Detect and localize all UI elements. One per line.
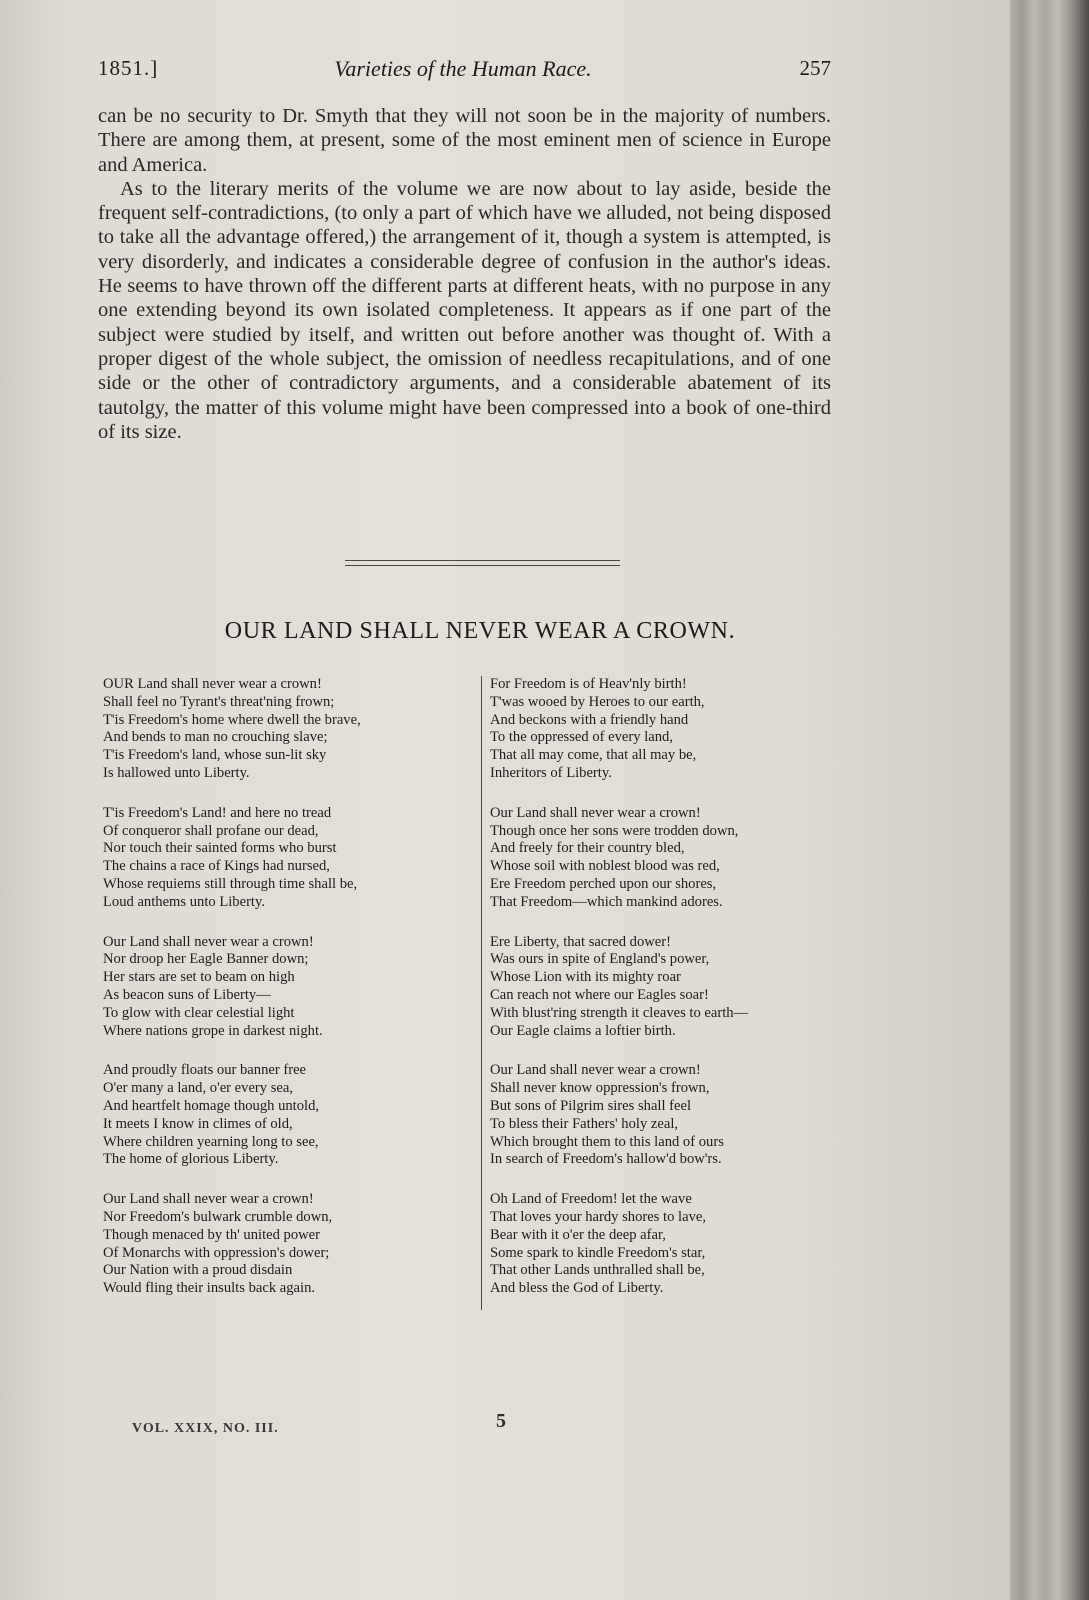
poem-line: As beacon suns of Liberty— bbox=[103, 986, 271, 1003]
poem-line: Whose soil with noblest blood was red, bbox=[490, 858, 720, 875]
poem-line: That other Lands unthralled shall be, bbox=[490, 1262, 705, 1279]
poem-line: Shall feel no Tyrant's threat'ning frown; bbox=[103, 693, 335, 710]
poem-line: Whose Lion with its mighty roar bbox=[490, 969, 681, 986]
poem-line: Her stars are set to beam on high bbox=[103, 969, 295, 986]
poem-line: T'is Freedom's home where dwell the brave, bbox=[103, 711, 361, 728]
poem-line: Whose requiems still through time shall be, bbox=[103, 875, 358, 892]
poem-line: Shall never know oppression's frown, bbox=[490, 1080, 710, 1097]
poem-stanza bbox=[103, 805, 473, 912]
poem-line: And bless the God of Liberty. bbox=[490, 1280, 664, 1297]
poem-line: Though once her sons were trodden down, bbox=[490, 822, 739, 839]
poem-stanza bbox=[103, 676, 473, 783]
poem-line: Nor touch their sainted forms who burst bbox=[103, 840, 337, 857]
poem-line: In search of Freedom's hallow'd bow'rs. bbox=[490, 1151, 722, 1168]
poem-line: T'is Freedom's land, whose sun-lit sky bbox=[103, 747, 327, 764]
poem-line: But sons of Pilgrim sires shall feel bbox=[490, 1097, 692, 1114]
poem-line: To bless their Fathers' holy zeal, bbox=[490, 1115, 679, 1132]
poem-line: And beckons with a friendly hand bbox=[490, 711, 689, 728]
poem-line: Nor droop her Eagle Banner down; bbox=[103, 951, 309, 968]
poem-line: The chains a race of Kings had nursed, bbox=[103, 858, 330, 875]
poem-line: To the oppressed of every land, bbox=[490, 729, 673, 746]
poem-line: Our Land shall never wear a crown! bbox=[103, 1191, 314, 1208]
poem-line: And freely for their country bled, bbox=[490, 840, 685, 857]
poem-line: Ere Freedom perched upon our shores, bbox=[490, 875, 717, 892]
poem-stanza bbox=[490, 676, 860, 783]
prose-paragraph-1: can be no security to Dr. Smyth that they will not soon be in the majority of numbers. There are among them, at present, some of the most eminent men of science in Europe and America. bbox=[98, 105, 831, 176]
poem-line: Of conqueror shall profane our dead, bbox=[103, 822, 319, 839]
poem-line: Inheritors of Liberty. bbox=[490, 764, 612, 781]
poem-line: Of Monarchs with oppression's dower; bbox=[103, 1244, 330, 1261]
poem-line: O'er many a land, o'er every sea, bbox=[103, 1080, 294, 1097]
poem-line: And bends to man no crouching slave; bbox=[103, 729, 328, 746]
poem-line: That Freedom—which mankind adores. bbox=[490, 893, 723, 910]
poem-line: To glow with clear celestial light bbox=[103, 1004, 295, 1021]
poem-line: Which brought them to this land of ours bbox=[490, 1133, 724, 1150]
poem-stanza bbox=[103, 1191, 473, 1298]
poem-line: Where children yearning long to see, bbox=[103, 1133, 319, 1150]
poem-line: It meets I know in climes of old, bbox=[103, 1115, 293, 1132]
section-rule bbox=[345, 560, 620, 566]
poem-stanza bbox=[490, 934, 860, 1041]
poem-line: Though menaced by th' united power bbox=[103, 1226, 321, 1243]
poem-line: Ere Liberty, that sacred dower! bbox=[490, 933, 671, 950]
poem-line: And proudly floats our banner free bbox=[103, 1062, 307, 1079]
poem-line: Our Eagle claims a loftier birth. bbox=[490, 1022, 676, 1039]
poem-line: Our Nation with a proud disdain bbox=[103, 1262, 293, 1279]
header-page-number: 257 bbox=[799, 56, 831, 80]
poem-line: Would fling their insults back again. bbox=[103, 1280, 316, 1297]
poem-line: T'was wooed by Heroes to our earth, bbox=[490, 693, 705, 710]
prose-section bbox=[98, 104, 831, 444]
poem-left-column bbox=[103, 676, 473, 1320]
poem-line: Some spark to kindle Freedom's star, bbox=[490, 1244, 706, 1261]
header-year: 1851.] bbox=[98, 56, 159, 80]
poem-line: T'is Freedom's Land! and here no tread bbox=[103, 804, 332, 821]
prose-paragraph-2: As to the literary merits of the volume we are now about to lay aside, beside the frequent self-contradictions, (to only a part of which have we alluded, not being disposed to take all the advantage offered,) the arrangement of it, though a system is attempted, is very disorderly, and indicates a considerable degree of confusion in the author's ideas. He seems to have thrown off the different parts at different heats, with no purpose in any one extending beyond its own isolated completeness. It appears as if one part of the subject were studied by itself, and written out before another was thought of. With a proper digest of the whole subject, the omission of needless recapitulations, and of one side or the other of contradictory arguments, and a considerable abatement of its tautolgy, the matter of this volume might have been compressed into a book of one-third of its size. bbox=[98, 177, 831, 443]
poem-line: Oh Land of Freedom! let the wave bbox=[490, 1191, 692, 1208]
poem-line: Our Land shall never wear a crown! bbox=[103, 933, 314, 950]
column-divider bbox=[481, 676, 482, 1310]
poem-line: Bear with it o'er the deep afar, bbox=[490, 1226, 666, 1243]
header-title: Varieties of the Human Race. bbox=[334, 56, 592, 81]
poem-line: Is hallowed unto Liberty. bbox=[103, 764, 250, 781]
poem-line: With blust'ring strength it cleaves to earth— bbox=[490, 1004, 749, 1021]
poem-line: Was ours in spite of England's power, bbox=[490, 951, 710, 968]
poem-line: Where nations grope in darkest night. bbox=[103, 1022, 323, 1039]
poem-line: That all may come, that all may be, bbox=[490, 747, 697, 764]
poem-line: Loud anthems unto Liberty. bbox=[103, 893, 265, 910]
book-page-edges bbox=[1010, 0, 1089, 1600]
poem-line: The home of glorious Liberty. bbox=[103, 1151, 279, 1168]
poem-stanza bbox=[490, 1062, 860, 1169]
poem-stanza bbox=[490, 1191, 860, 1298]
poem-line: That loves your hardy shores to lave, bbox=[490, 1208, 707, 1225]
footer-volume: VOL. XXIX, NO. III. bbox=[132, 1421, 279, 1436]
poem-line: Nor Freedom's bulwark crumble down, bbox=[103, 1208, 333, 1225]
poem-line: Can reach not where our Eagles soar! bbox=[490, 986, 709, 1003]
poem-stanza bbox=[103, 934, 473, 1041]
poem-stanza bbox=[103, 1062, 473, 1169]
poem-line: Our Land shall never wear a crown! bbox=[490, 1062, 701, 1079]
poem-line: OUR Land shall never wear a crown! bbox=[103, 676, 322, 692]
poem-line: For Freedom is of Heav'nly birth! bbox=[490, 676, 687, 692]
footer-signature: 5 bbox=[496, 1410, 506, 1432]
poem-line: And heartfelt homage though untold, bbox=[103, 1097, 320, 1114]
poem-title: OUR LAND SHALL NEVER WEAR A CROWN. bbox=[224, 618, 736, 644]
poem-stanza bbox=[490, 805, 860, 912]
poem-right-column bbox=[490, 676, 860, 1320]
running-head bbox=[98, 56, 831, 90]
poem-line: Our Land shall never wear a crown! bbox=[490, 804, 701, 821]
